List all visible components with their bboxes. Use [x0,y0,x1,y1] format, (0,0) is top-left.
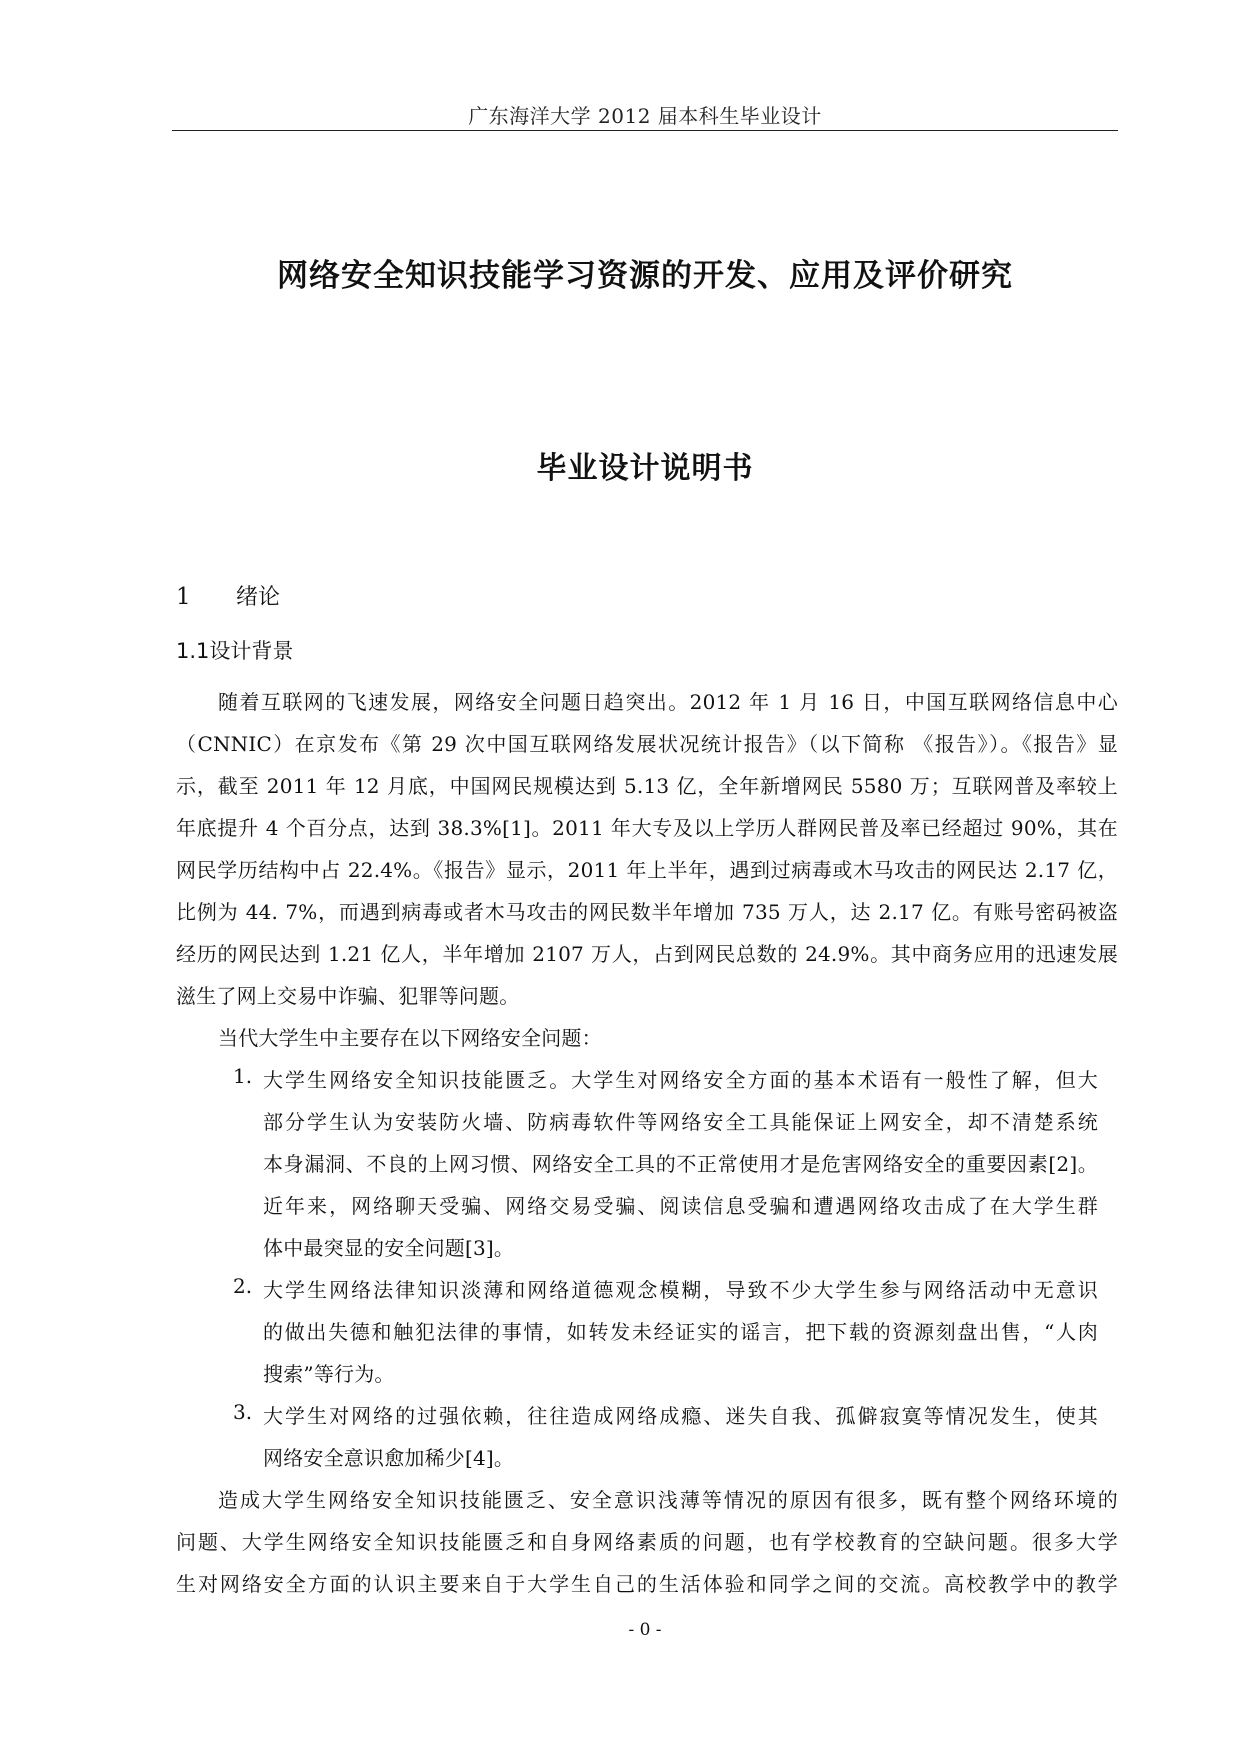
paragraph-line: 网民学历结构中占 22.4%。《报告》显示，2011 年上半年，遇到过病毒或木马攻击的网民达 2.17 亿， [176,858,1118,882]
paragraph-line: 经历的网民达到 1.21 亿人，半年增加 2107 万人，占到网民总数的 24.9%。其中商务应用的迅速发展 [176,942,1118,966]
paragraph-line: 比例为 44. 7%，而遇到病毒或者木马攻击的网民数半年增加 735 万人，达 2.17 亿。有账号密码被盗 [176,900,1118,924]
document-subtitle: 毕业设计说明书 [536,451,754,486]
subsection-heading: 1.1设计背景 [176,639,294,663]
section-title: 绪论 [236,585,281,610]
section-heading [176,580,280,611]
list-item-line: 部分学生认为安装防火墙、防病毒软件等网络安全工具能保证上网安全，却不清楚系统 [263,1110,1098,1134]
list-item-number: 3. [233,1400,253,1424]
paragraph-line: 生对网络安全方面的认识主要来自于大学生自己的生活体验和同学之间的交流。高校教学中的教学 [176,1572,1118,1596]
page-number: - 0 - [628,1620,662,1640]
paragraph-line: 问题、大学生网络安全知识技能匮乏和自身网络素质的问题，也有学校教育的空缺问题。很多大学 [176,1530,1118,1554]
paragraph-line: 随着互联网的飞速发展，网络安全问题日趋突出。2012 年 1 月 16 日，中国互联网络信息中心 [218,690,1118,714]
list-item-line: 的做出失德和触犯法律的事情，如转发未经证实的谣言，把下载的资源刻盘出售，“人肉 [263,1320,1098,1344]
list-item-line: 近年来，网络聊天受骗、网络交易受骗、阅读信息受骗和遭遇网络攻击成了在大学生群 [263,1194,1098,1218]
list-item-line: 体中最突显的安全问题[3]。 [263,1236,515,1260]
intro-line: 当代大学生中主要存在以下网络安全问题： [218,1026,602,1050]
list-item-line: 大学生网络安全知识技能匮乏。大学生对网络安全方面的基本术语有一般性了解，但大 [263,1068,1098,1092]
header-rule [172,130,1118,131]
list-item-line: 大学生网络法律知识淡薄和网络道德观念模糊，导致不少大学生参与网络活动中无意识 [263,1278,1098,1302]
paragraph-line: 年底提升 4 个百分点，达到 38.3%[1]。2011 年大专及以上学历人群网民普及率已经超过 90%，其在 [176,816,1118,840]
section-number: 1 [176,584,191,610]
list-item-line: 大学生对网络的过强依赖，往往造成网络成瘾、迷失自我、孤僻寂寞等情况发生，使其 [263,1404,1098,1428]
paragraph-line: 滋生了网上交易中诈骗、犯罪等问题。 [176,984,520,1008]
list-item-line: 搜索”等行为。 [263,1362,395,1386]
list-item-number: 2. [233,1274,253,1298]
paragraph-line: 造成大学生网络安全知识技能匮乏、安全意识浅薄等情况的原因有很多，既有整个网络环境的 [218,1488,1118,1512]
list-item-number: 1. [233,1064,253,1088]
running-header: 广东海洋大学 2012 届本科生毕业设计 [468,104,822,128]
list-item-line: 网络安全意识愈加稀少[4]。 [263,1446,515,1470]
list-item-line: 本身漏洞、不良的上网习惯、网络安全工具的不正常使用才是危害网络安全的重要因素[2]。 [263,1152,1098,1176]
paragraph-line: 示，截至 2011 年 12 月底，中国网民规模达到 5.13 亿，全年新增网民 5580 万；互联网普及率较上 [176,774,1118,798]
document-title: 网络安全知识技能学习资源的开发、应用及评价研究 [277,258,1013,294]
paragraph-line: （CNNIC）在京发布《第 29 次中国互联网络发展状况统计报告》（以下简称 《报告》）。《报告》显 [176,732,1118,756]
